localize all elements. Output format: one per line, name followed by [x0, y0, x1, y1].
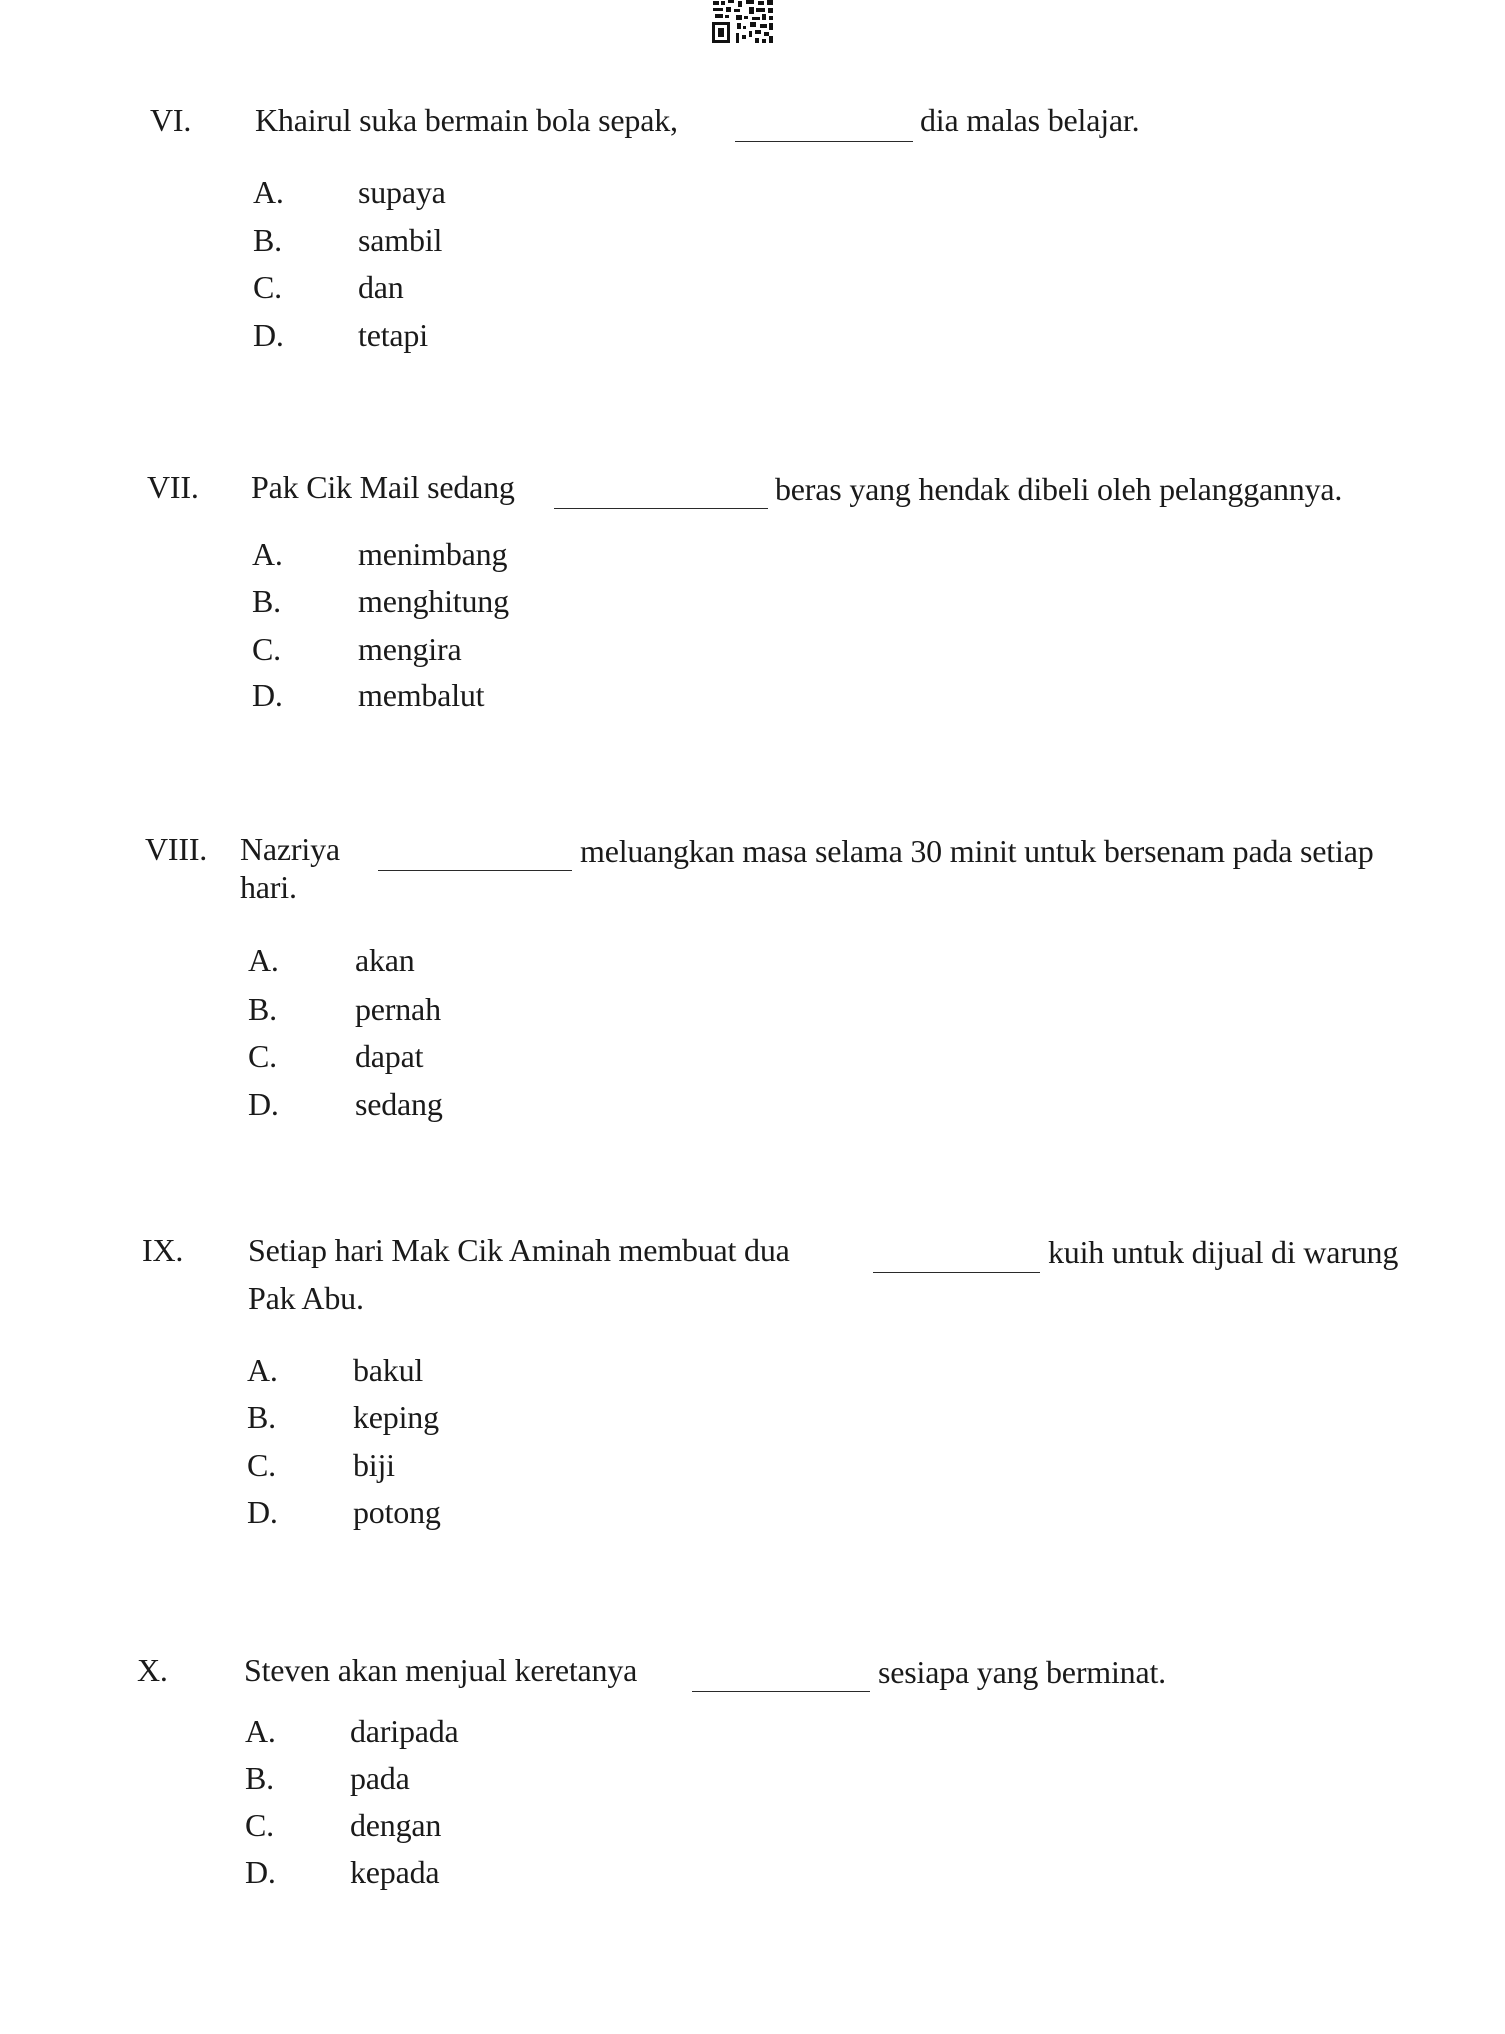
option-text: keping — [353, 1399, 439, 1435]
question-number: VIII. — [145, 831, 208, 867]
option-letter: D. — [245, 1854, 276, 1890]
option-text: akan — [355, 942, 415, 978]
question-stem-after: beras yang hendak dibeli oleh pelanggannya. — [775, 471, 1343, 507]
option-text: mengira — [358, 631, 462, 667]
option-text: tetapi — [358, 317, 428, 353]
option-letter: C. — [252, 631, 281, 667]
option-letter: C. — [248, 1038, 277, 1074]
option-text: sambil — [358, 222, 443, 258]
option-letter: B. — [252, 583, 281, 619]
option-text: dengan — [350, 1807, 442, 1843]
option-letter: B. — [248, 991, 277, 1027]
option-text: membalut — [358, 677, 485, 713]
question-stem-after: sesiapa yang berminat. — [878, 1654, 1166, 1690]
option-text: menghitung — [358, 583, 509, 619]
option-letter: A. — [253, 174, 284, 210]
option-text: sedang — [355, 1086, 443, 1122]
option-letter: A. — [247, 1352, 278, 1388]
answer-blank[interactable] — [873, 1272, 1040, 1273]
option-letter: D. — [247, 1494, 278, 1530]
question-number: IX. — [142, 1232, 184, 1268]
option-letter: B. — [247, 1399, 276, 1435]
option-letter: D. — [252, 677, 283, 713]
option-text: dapat — [355, 1038, 424, 1074]
option-text: pernah — [355, 991, 441, 1027]
answer-blank[interactable] — [378, 870, 572, 871]
question-stem-before: Nazriya — [240, 831, 340, 867]
question-number: VI. — [150, 102, 192, 138]
question-stem-line2: Pak Abu. — [248, 1280, 364, 1316]
option-letter: C. — [245, 1807, 274, 1843]
option-letter: D. — [253, 317, 284, 353]
option-text: menimbang — [358, 536, 508, 572]
answer-blank[interactable] — [692, 1691, 870, 1692]
question-stem-before: Setiap hari Mak Cik Aminah membuat dua — [248, 1232, 790, 1268]
option-text: potong — [353, 1494, 441, 1530]
option-text: dan — [358, 269, 404, 305]
option-text: supaya — [358, 174, 446, 210]
question-stem-after: dia malas belajar. — [920, 102, 1140, 138]
option-text: biji — [353, 1447, 395, 1483]
option-letter: A. — [245, 1713, 276, 1749]
option-text: daripada — [350, 1713, 459, 1749]
option-text: kepada — [350, 1854, 440, 1890]
question-number: X. — [137, 1652, 168, 1688]
option-letter: B. — [245, 1760, 274, 1796]
option-letter: C. — [253, 269, 282, 305]
option-letter: D. — [248, 1086, 279, 1122]
question-stem-before: Pak Cik Mail sedang — [251, 469, 515, 505]
option-letter: A. — [248, 942, 279, 978]
option-text: pada — [350, 1760, 410, 1796]
question-number: VII. — [147, 469, 199, 505]
option-letter: B. — [253, 222, 282, 258]
option-letter: C. — [247, 1447, 276, 1483]
question-stem-before: Khairul suka bermain bola sepak, — [255, 102, 678, 138]
option-letter: A. — [252, 536, 283, 572]
question-stem-after: kuih untuk dijual di warung — [1048, 1234, 1399, 1270]
question-stem-line2: hari. — [240, 869, 297, 905]
question-stem-before: Steven akan menjual keretanya — [244, 1652, 638, 1688]
option-text: bakul — [353, 1352, 424, 1388]
answer-blank[interactable] — [554, 508, 768, 509]
answer-blank[interactable] — [735, 141, 913, 142]
qr-code-icon — [712, 0, 774, 44]
question-stem-after: meluangkan masa selama 30 minit untuk bersenam pada setiap — [580, 833, 1374, 869]
